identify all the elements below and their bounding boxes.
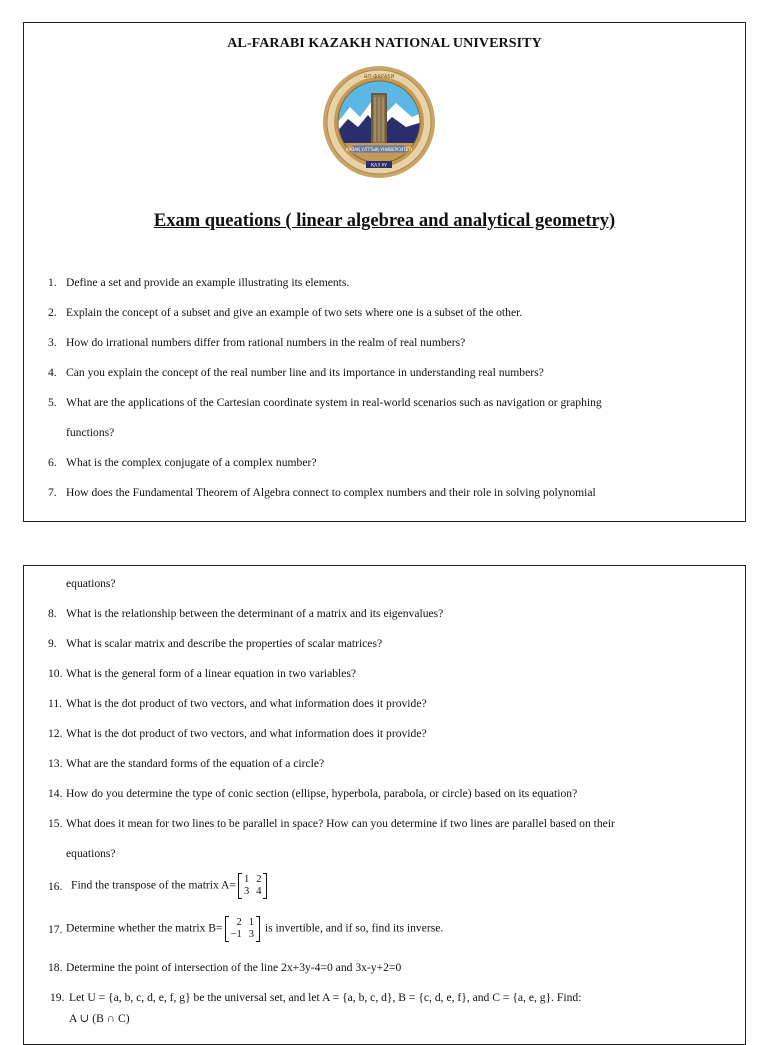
matrix-a: [238, 873, 268, 899]
matrix-cell: 3: [248, 929, 254, 940]
question-number: 17.: [48, 923, 63, 936]
question-text: What is the complex conjugate of a complex number?: [66, 456, 317, 469]
question-text-continued: is invertible, and if so, find its inverse.: [264, 921, 444, 935]
question-number: 9.: [48, 637, 57, 650]
svg-text:ӘЛ-ФАРАБИ: ӘЛ-ФАРАБИ: [363, 74, 395, 80]
matrix-b: [225, 916, 260, 942]
question-number: 5.: [48, 396, 57, 409]
matrix-cell: 2: [236, 917, 242, 928]
svg-text:ҚАЗ ҰУ: ҚАЗ ҰУ: [370, 163, 388, 169]
question-text: Define a set and provide an example illustrating its elements.: [66, 276, 350, 289]
set-expression: A ∪ (B ∩ C): [69, 1012, 130, 1025]
question-number: 1.: [48, 276, 57, 289]
university-logo: [322, 65, 436, 179]
question-text: equations?: [66, 847, 116, 860]
matrix-cell: −1: [230, 929, 242, 940]
question-number: 10.: [48, 667, 63, 680]
question-number: 11.: [48, 697, 63, 710]
question-number: 8.: [48, 607, 57, 620]
svg-text:ҚАЗАҚ ҰЛТТЫҚ УНИВЕРСИТЕТІ: ҚАЗАҚ ҰЛТТЫҚ УНИВЕРСИТЕТІ: [345, 147, 413, 152]
matrix-cell: 4: [256, 886, 262, 897]
question-number: 19.: [50, 991, 65, 1004]
question-text: How do irrational numbers differ from rational numbers in the realm of real numbers?: [66, 336, 466, 349]
question-number: 13.: [48, 757, 63, 770]
document-page-2: [23, 565, 746, 1045]
document-page-1: [23, 22, 746, 522]
question-number: 4.: [48, 366, 57, 379]
university-name: AL-FARABI KAZAKH NATIONAL UNIVERSITY: [227, 36, 542, 51]
question-number: 2.: [48, 306, 57, 319]
question-number: 15.: [48, 817, 63, 830]
question-text: What is the dot product of two vectors, and what information does it provide?: [66, 727, 427, 740]
question-text: What are the applications of the Cartesian coordinate system in real-world scenarios such as navigation or graphing: [66, 396, 602, 409]
question-text: What is the general form of a linear equation in two variables?: [66, 667, 357, 680]
question-text: What is scalar matrix and describe the properties of scalar matrices?: [66, 637, 383, 650]
question-text: What are the standard forms of the equation of a circle?: [66, 757, 325, 770]
question-text: Find the transpose of the matrix A=: [71, 878, 236, 892]
exam-title: Exam queations ( linear algebrea and analytical geometry): [153, 211, 616, 231]
matrix-cell: 2: [256, 874, 262, 885]
question-number: 7.: [48, 486, 57, 499]
question-number: 16.: [48, 880, 63, 893]
question-text: How does the Fundamental Theorem of Algebra connect to complex numbers and their role in solving polynomial: [66, 486, 596, 499]
question-text: Can you explain the concept of the real number line and its importance in understanding real numbers?: [66, 366, 544, 379]
question-number: 3.: [48, 336, 57, 349]
question-text: Explain the concept of a subset and give an example of two sets where one is a subset of the other.: [66, 306, 523, 319]
matrix-cell: 3: [243, 886, 250, 897]
question-number: 18.: [48, 961, 63, 974]
question-text: What does it mean for two lines to be parallel in space? How can you determine if two lines are parallel based on their: [66, 817, 615, 830]
question-text: Determine whether the matrix B=: [66, 921, 223, 935]
question-number: 12.: [48, 727, 63, 740]
matrix-cell: 1: [248, 917, 254, 928]
matrix-cell: 1: [243, 874, 250, 885]
question-number: 14.: [48, 787, 63, 800]
question-text: Determine the point of intersection of the line 2x+3y-4=0 and 3x-y+2=0: [66, 961, 402, 974]
question-text: What is the dot product of two vectors, and what information does it provide?: [66, 697, 427, 710]
question-text: How do you determine the type of conic section (ellipse, hyperbola, parabola, or circle) based on its equation?: [66, 787, 578, 800]
question-text: equations?: [66, 577, 116, 590]
question-number: 6.: [48, 456, 57, 469]
question-text: What is the relationship between the determinant of a matrix and its eigenvalues?: [66, 607, 444, 620]
question-text: functions?: [66, 426, 115, 439]
question-text: Let U = {a, b, c, d, e, f, g} be the universal set, and let A = {a, b, c, d}, B = {c, d, e, f}, and C = {a, e, g}. Find:: [69, 991, 582, 1004]
